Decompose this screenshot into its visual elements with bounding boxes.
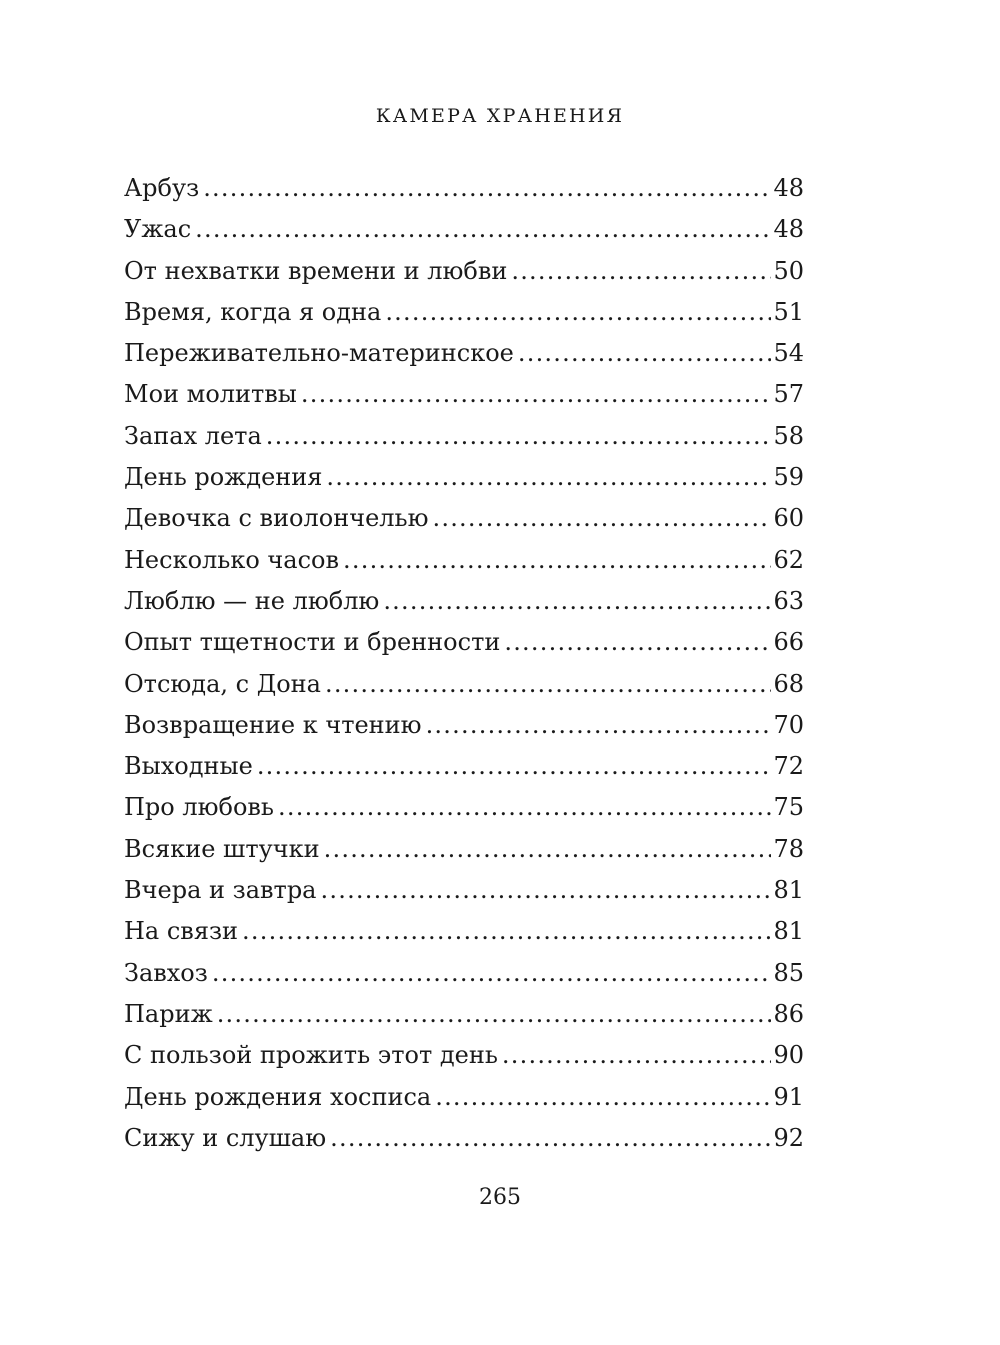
dot-leader — [343, 540, 771, 581]
dot-leader — [324, 829, 772, 870]
toc-entry[interactable] — [124, 333, 804, 374]
toc-entry-page: 62 — [773, 545, 804, 574]
toc-entry-page: 91 — [773, 1082, 804, 1111]
toc-entry-page: 60 — [773, 504, 804, 533]
toc-entry[interactable] — [124, 622, 804, 663]
toc-entry-title: Возвращение к чтению — [124, 710, 422, 739]
toc-entry-title: Отсюда, с Дона — [124, 669, 321, 698]
toc-entry-title: День рождения — [124, 463, 323, 492]
toc-entry[interactable] — [124, 251, 804, 292]
toc-entry-title: Время, когда я одна — [124, 297, 382, 326]
dot-leader — [326, 457, 771, 498]
toc-entry-title: Мои молитвы — [124, 380, 297, 409]
toc-entry-page: 72 — [773, 752, 804, 781]
toc-entry[interactable] — [124, 374, 804, 415]
toc-entry-page: 63 — [773, 586, 804, 615]
toc-entry-title: Люблю — не люблю — [124, 586, 380, 615]
toc-entry-title: Сижу и слушаю — [124, 1123, 327, 1152]
dot-leader — [511, 251, 771, 292]
toc-entry-page: 51 — [773, 297, 804, 326]
dot-leader — [321, 870, 772, 911]
toc-entry[interactable] — [124, 1118, 804, 1159]
toc-entry[interactable] — [124, 705, 804, 746]
dot-leader — [195, 209, 771, 250]
toc-entry[interactable] — [124, 829, 804, 870]
toc-entry[interactable] — [124, 581, 804, 622]
toc-entry-title: Несколько часов — [124, 545, 339, 574]
toc-entry-page: 68 — [773, 669, 804, 698]
dot-leader — [502, 1035, 772, 1076]
dot-leader — [242, 911, 771, 952]
toc-entry[interactable] — [124, 416, 804, 457]
toc-entry-title: Переживательно-материнское — [124, 339, 514, 368]
dot-leader — [325, 664, 771, 705]
toc-entry[interactable] — [124, 911, 804, 952]
toc-entry[interactable] — [124, 498, 804, 539]
toc-entry-title: Всякие штучки — [124, 834, 320, 863]
toc-entry-page: 48 — [773, 174, 804, 202]
toc-entry-page: 81 — [773, 917, 804, 946]
dot-leader — [278, 787, 771, 828]
toc-entry[interactable] — [124, 953, 804, 994]
toc-entry[interactable] — [124, 209, 804, 250]
toc-entry-title: Опыт тщетности и бренности — [124, 628, 501, 657]
toc-entry-title: Ужас — [124, 215, 192, 244]
toc-entry-title: Арбуз — [124, 174, 200, 202]
toc-entry-title: От нехватки времени и любви — [124, 256, 508, 285]
toc-entry[interactable] — [124, 994, 804, 1035]
dot-leader — [266, 416, 772, 457]
table-of-contents — [124, 168, 804, 1159]
dot-leader — [385, 292, 771, 333]
toc-entry-page: 59 — [773, 463, 804, 492]
toc-entry-page: 54 — [773, 339, 804, 368]
toc-entry-page: 86 — [773, 999, 804, 1028]
toc-entry[interactable] — [124, 1035, 804, 1076]
toc-entry-page: 66 — [773, 628, 804, 657]
toc-entry-title: Париж — [124, 999, 213, 1028]
toc-entry-page: 81 — [773, 876, 804, 905]
toc-entry[interactable] — [124, 168, 804, 209]
dot-leader — [426, 705, 772, 746]
toc-entry[interactable] — [124, 540, 804, 581]
toc-entry-title: Вчера и завтра — [124, 876, 317, 905]
toc-entry-page: 58 — [773, 421, 804, 450]
toc-entry-title: Про любовь — [124, 793, 274, 822]
toc-entry-page: 92 — [773, 1123, 804, 1152]
toc-entry-title: Запах лета — [124, 421, 262, 450]
toc-entry-page: 90 — [773, 1041, 804, 1070]
toc-entry-title: Выходные — [124, 752, 253, 781]
toc-entry-page: 48 — [773, 215, 804, 244]
dot-leader — [504, 622, 771, 663]
toc-entry[interactable] — [124, 746, 804, 787]
toc-entry[interactable] — [124, 787, 804, 828]
toc-entry-title: С пользой прожить этот день — [124, 1041, 498, 1070]
dot-leader — [203, 168, 771, 209]
toc-entry-page: 75 — [773, 793, 804, 822]
toc-entry-title: День рождения хосписа — [124, 1082, 432, 1111]
toc-entry-page: 78 — [773, 834, 804, 863]
running-head: КАМЕРА ХРАНЕНИЯ — [375, 105, 625, 127]
toc-entry-page: 50 — [773, 256, 804, 285]
dot-leader — [217, 994, 772, 1035]
toc-entry-title: Девочка с виолончелью — [124, 504, 429, 533]
toc-entry-page: 70 — [773, 710, 804, 739]
dot-leader — [432, 498, 771, 539]
toc-entry-page: 85 — [773, 958, 804, 987]
toc-entry-title: На связи — [124, 917, 239, 946]
toc-entry[interactable] — [124, 292, 804, 333]
toc-entry[interactable] — [124, 870, 804, 911]
dot-leader — [257, 746, 772, 787]
toc-entry[interactable] — [124, 664, 804, 705]
toc-entry-page: 57 — [773, 380, 804, 409]
dot-leader — [301, 374, 772, 415]
dot-leader — [383, 581, 771, 622]
toc-entry-title: Завхоз — [124, 958, 208, 987]
dot-leader — [330, 1118, 771, 1159]
page-number: 265 — [479, 1185, 521, 1210]
dot-leader — [518, 333, 772, 374]
dot-leader — [212, 953, 772, 994]
toc-entry[interactable] — [124, 457, 804, 498]
dot-leader — [435, 1077, 771, 1118]
toc-entry[interactable] — [124, 1077, 804, 1118]
